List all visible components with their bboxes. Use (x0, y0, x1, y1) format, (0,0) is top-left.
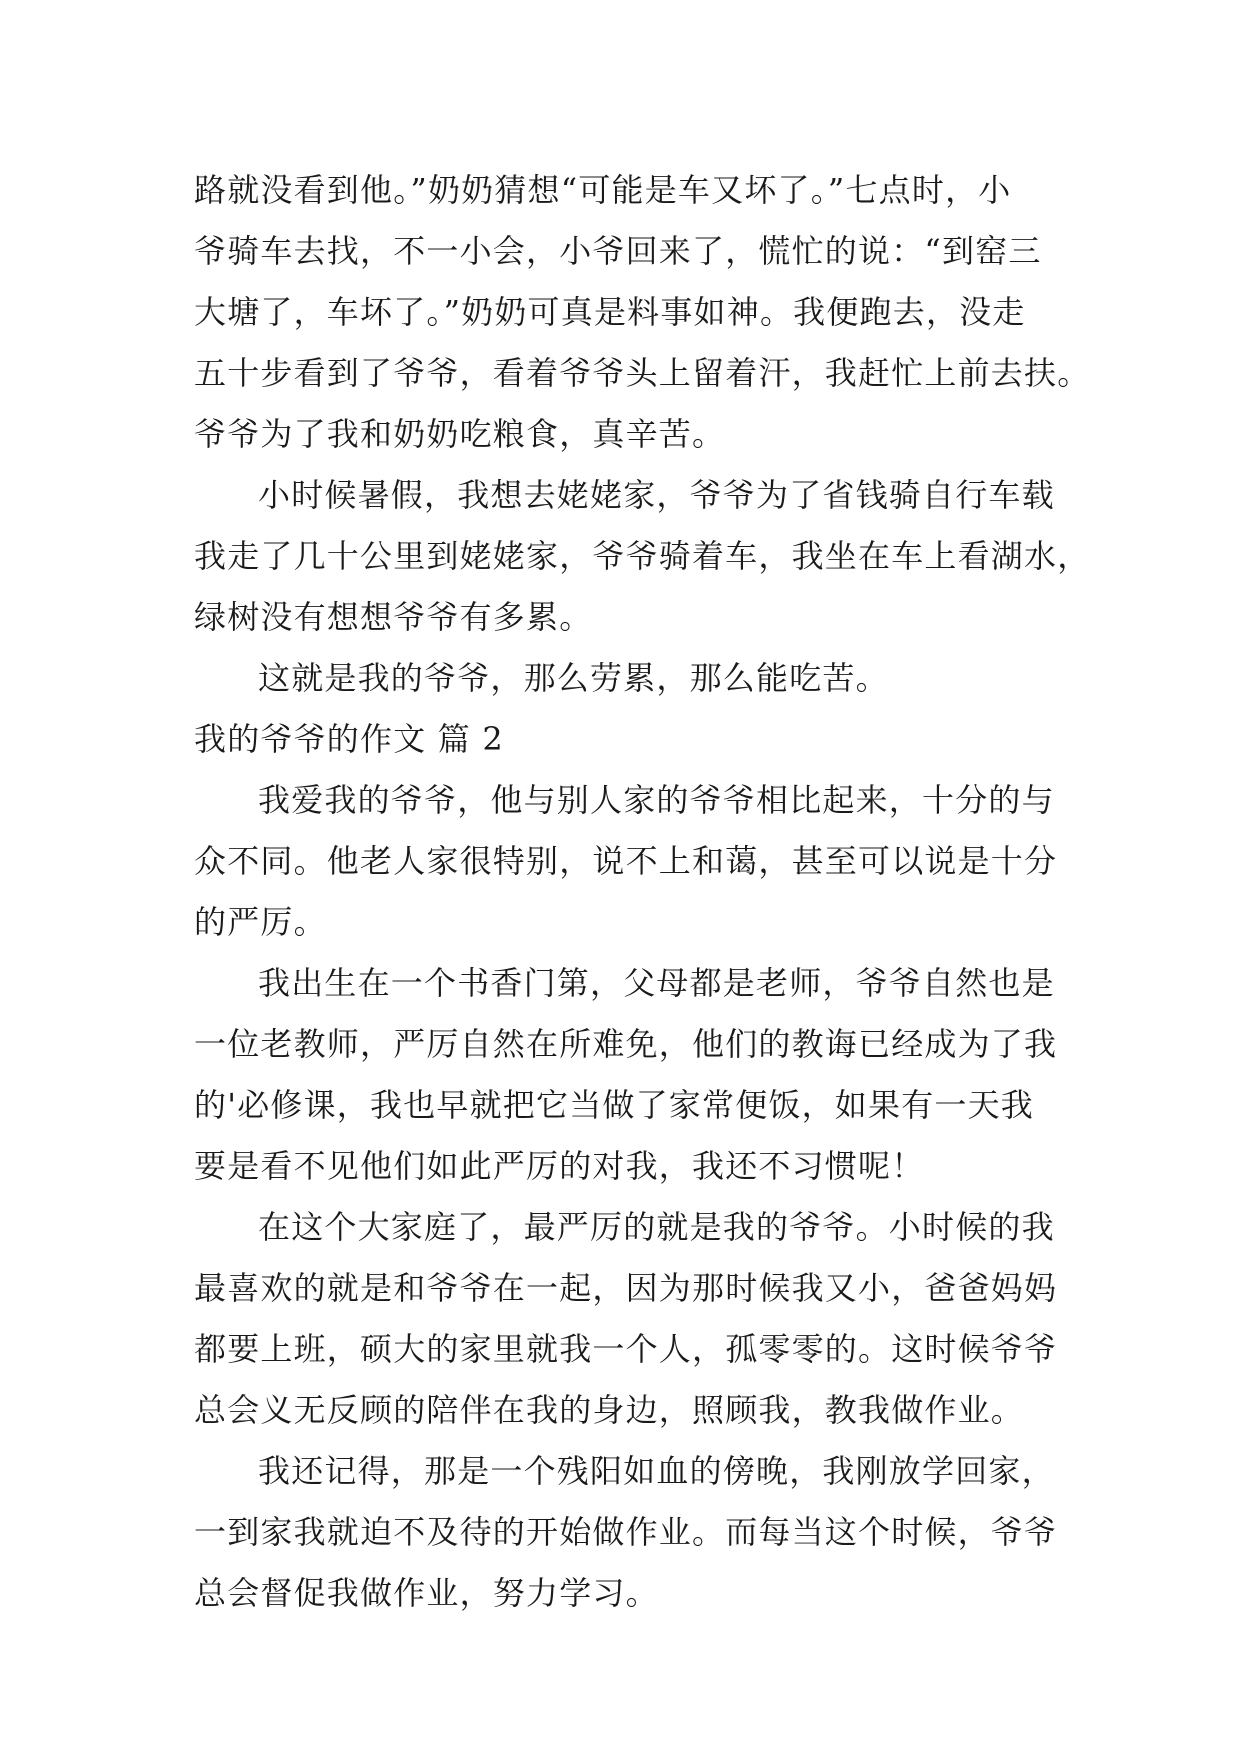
text-line: 爷骑车去找，不一小会，小爷回来了，慌忙的说：“到窑三 (194, 232, 1042, 270)
text-line: 路就没看到他。”奶奶猜想“可能是车又坏了。”七点时，小 (194, 171, 1012, 209)
paragraph-7 (194, 1441, 1058, 1624)
paragraph-2 (194, 465, 1091, 648)
text-line: 众不同。他老人家很特别，说不上和蔼，甚至可以说是十分 (194, 842, 1058, 880)
document-page (194, 160, 1091, 1624)
paragraph-1 (194, 160, 1091, 465)
paragraph-6 (194, 1197, 1058, 1441)
section-heading: 我的爷爷的作文 篇 2 (194, 720, 504, 758)
text-line: 五十步看到了爷爷，看着爷爷头上留着汗，我赶忙上前去扶。 (194, 354, 1091, 392)
text-line: 绿树没有想想爷爷有多累。 (194, 598, 593, 636)
text-line: 小时候暑假，我想去姥姥家，爷爷为了省钱骑自行车载 (258, 476, 1055, 514)
text-line: 我爱我的爷爷，他与别人家的爷爷相比起来，十分的与 (258, 781, 1055, 819)
text-line: 最喜欢的就是和爷爷在一起，因为那时候我又小，爸爸妈妈 (194, 1269, 1058, 1307)
text-line: 爷爷为了我和奶奶吃粮食，真辛苦。 (194, 415, 726, 453)
text-line: 我还记得，那是一个残阳如血的傍晚，我刚放学回家， (258, 1452, 1055, 1490)
text-line: 大塘了，车坏了。”奶奶可真是料事如神。我便跑去，没走 (194, 293, 1026, 331)
paragraph-4 (194, 770, 1058, 953)
text-line: 都要上班，硕大的家里就我一个人，孤零零的。这时候爷爷 (194, 1330, 1058, 1368)
text-line: 这就是我的爷爷，那么劳累，那么能吃苦。 (258, 659, 889, 697)
text-line: 一位老教师，严厉自然在所难免，他们的教诲已经成为了我 (194, 1025, 1058, 1063)
paragraph-3 (194, 648, 1054, 709)
text-line: 的严厉。 (194, 903, 327, 941)
text-line: 我走了几十公里到姥姥家，爷爷骑着车，我坐在车上看湖水， (194, 537, 1091, 575)
paragraph-5 (194, 953, 1058, 1197)
text-line: 一到家我就迫不及待的开始做作业。而每当这个时候，爷爷 (194, 1513, 1058, 1551)
text-line: 要是看不见他们如此严厉的对我，我还不习惯呢！ (194, 1147, 925, 1185)
text-line: 在这个大家庭了，最严厉的就是我的爷爷。小时候的我 (258, 1208, 1055, 1246)
text-line: 总会义无反顾的陪伴在我的身边，照顾我，教我做作业。 (194, 1391, 1025, 1429)
text-line: 我出生在一个书香门第，父母都是老师，爷爷自然也是 (258, 964, 1055, 1002)
text-line: 总会督促我做作业，努力学习。 (194, 1574, 659, 1612)
text-line: 的'必修课，我也早就把它当做了家常便饭，如果有一天我 (194, 1086, 1034, 1124)
